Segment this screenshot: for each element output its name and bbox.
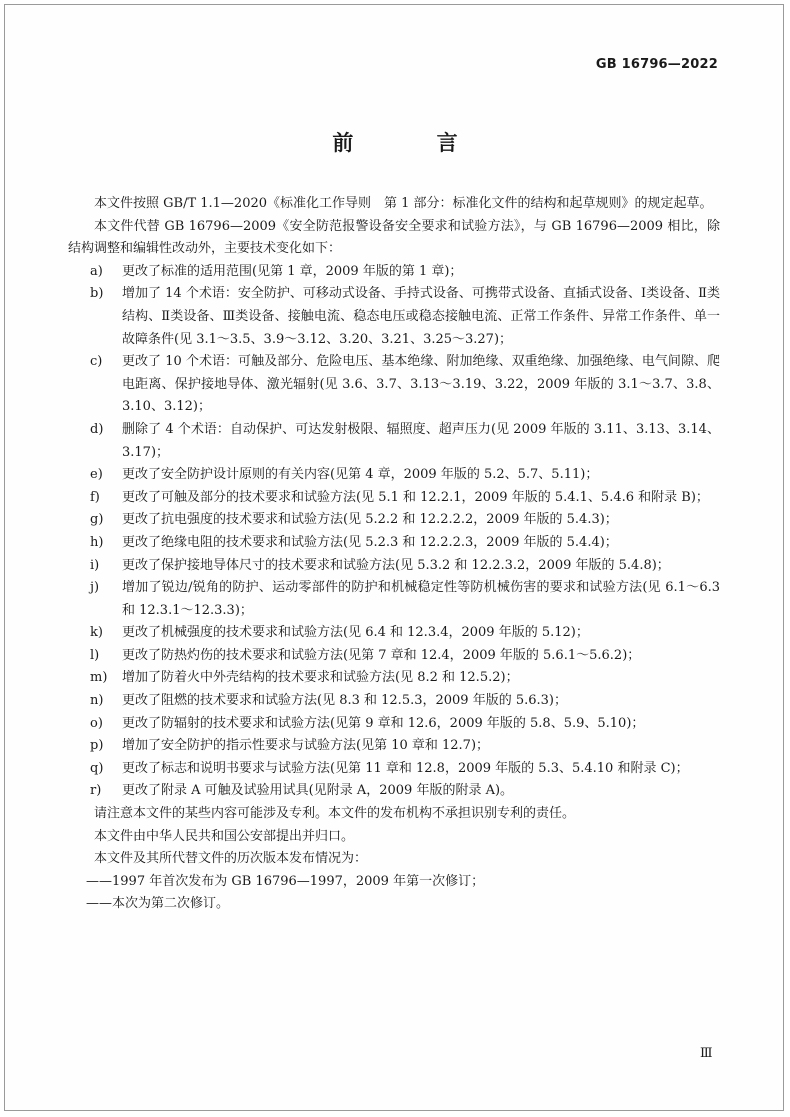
list-item [68,713,720,736]
list-item-text: 删除了 4 个术语：自动保护、可达发射极限、辐照度、超声压力(见 2009 年版的 3.11、3.13、3.14、3.17)； [122,421,720,460]
list-item [68,261,720,284]
list-item-text: 更改了 10 个术语：可触及部分、危险电压、基本绝缘、附加绝缘、双重绝缘、加强绝缘、电气间隙、爬电距离、保护接地导体、激光辐射(见 3.6、3.7、3.13～3.19、3.22，2009 年版的 3.1～3.7、3.8、3.10、3.12)； [122,354,720,415]
list-item [68,283,720,351]
list-item [68,622,720,645]
list-item-text: 更改了可触及部分的技术要求和试验方法(见 5.1 和 12.2.1，2009 年版的 5.4.1、5.4.6 和附录 B)； [122,489,709,505]
list-item [68,509,720,532]
list-item-text: 增加了锐边/锐角的防护、运动零部件的防护和机械稳定性等防机械伤害的要求和试验方法(见 6.1～6.3 和 12.3.1～12.3.3)； [122,580,720,618]
list-item-text: 更改了抗电强度的技术要求和试验方法(见 5.2.2 和 12.2.2.2，2009 年版的 5.4.3)； [122,512,618,528]
history-item: ——本次为第二次修订。 [86,896,230,912]
list-item [68,419,720,464]
history-item: ——1997 年首次发布为 GB 16796—1997，2009 年第一次修订； [86,873,485,889]
list-item-label: q) [90,760,104,776]
list-item-label: d) [90,421,104,437]
page-number: Ⅲ [700,1046,713,1061]
list-item-text: 更改了绝缘电阻的技术要求和试验方法(见 5.2.3 和 12.2.2.3，2009 年版的 5.4.4)； [122,534,618,550]
list-item-label: c) [90,354,103,370]
list-item-text: 更改了标准的适用范围(见第 1 章，2009 年版的第 1 章)； [122,263,463,279]
list-item-label: f) [90,489,100,505]
proposer-statement: 本文件由中华人民共和国公安部提出并归口。 [94,828,355,844]
patent-notice: 请注意本文件的某些内容可能涉及专利。本文件的发布机构不承担识别专利的责任。 [94,806,576,822]
list-item-label: b) [90,286,104,302]
list-item-label: k) [90,625,103,641]
list-item-label: n) [90,693,104,709]
list-item-label: p) [90,738,104,754]
list-item [68,758,720,781]
document-body [68,193,720,916]
list-item [68,667,720,690]
list-item-label: i) [90,557,100,573]
list-item-text: 更改了保护接地导体尺寸的技术要求和试验方法(见 5.3.2 和 12.2.3.2，2009 年版的 5.4.8)； [122,557,670,573]
list-item [68,351,720,419]
list-item [68,690,720,713]
list-item-text: 增加了 14 个术语：安全防护、可移动式设备、手持式设备、可携带式设备、直插式设备、Ⅰ类设备、Ⅱ类结构、Ⅱ类设备、Ⅲ类设备、接触电流、稳态电压或稳态接触电流、正常工作条件、异常工作条件、单一故障条件(见 3.1～3.5、3.9～3.12、3.20、3.21、3.25～3.27)； [122,286,720,347]
list-item [68,645,720,668]
list-item [68,532,720,555]
list-item-label: l) [90,647,100,663]
list-item-text: 更改了标志和说明书要求与试验方法(见第 11 章和 12.8，2009 年版的 5.3、5.4.10 和附录 C)； [122,760,689,776]
list-item-text: 更改了阻燃的技术要求和试验方法(见 8.3 和 12.5.3，2009 年版的 5.6.3)； [122,693,567,709]
list-item-label: o) [90,715,103,731]
list-item-text: 更改了机械强度的技术要求和试验方法(见 6.4 和 12.3.4，2009 年版的 5.12)； [122,625,589,641]
list-item-label: e) [90,467,103,483]
list-item [68,555,720,578]
list-item-text: 增加了防着火中外壳结构的技术要求和试验方法(见 8.2 和 12.5.2)； [122,670,519,686]
list-item [68,487,720,510]
list-item-text: 增加了安全防护的指示性要求与试验方法(见第 10 章和 12.7)； [122,738,490,754]
list-item [68,780,720,803]
list-item-label: a) [90,263,103,279]
list-item-label: g) [90,512,104,528]
changes-list [68,261,720,803]
history-heading: 本文件及其所代替文件的历次版本发布情况为： [94,851,368,867]
page-title: 前 言 [332,130,496,155]
list-item [68,735,720,758]
list-item-text: 更改了安全防护设计原则的有关内容(见第 4 章，2009 年版的 5.2、5.7、5.11)； [122,467,599,483]
list-item-text: 更改了附录 A 可触及试验用试具(见附录 A，2009 年版的附录 A)。 [122,783,514,799]
list-item-label: r) [90,783,102,799]
list-item-label: j) [90,580,100,596]
intro-paragraph-drafting: 本文件按照 GB/T 1.1—2020《标准化工作导则 第 1 部分：标准化文件的结构和起草规则》的规定起草。 [94,196,713,211]
intro-paragraph-replacement: 本文件代替 GB 16796—2009《安全防范报警设备安全要求和试验方法》，与 GB 16796—2009 相比，除结构调整和编辑性改动外，主要技术变化如下： [68,218,720,257]
list-item-text: 更改了防辐射的技术要求和试验方法(见第 9 章和 12.6，2009 年版的 5.8、5.9、5.10)； [122,715,645,731]
list-item-text: 更改了防热灼伤的技术要求和试验方法(见第 7 章和 12.4，2009 年版的 5.6.1～5.6.2)； [122,647,641,663]
list-item [68,577,720,622]
standard-code: GB 16796—2022 [595,57,718,72]
list-item-label: m) [90,670,108,686]
list-item [68,464,720,487]
list-item-label: h) [90,534,104,550]
